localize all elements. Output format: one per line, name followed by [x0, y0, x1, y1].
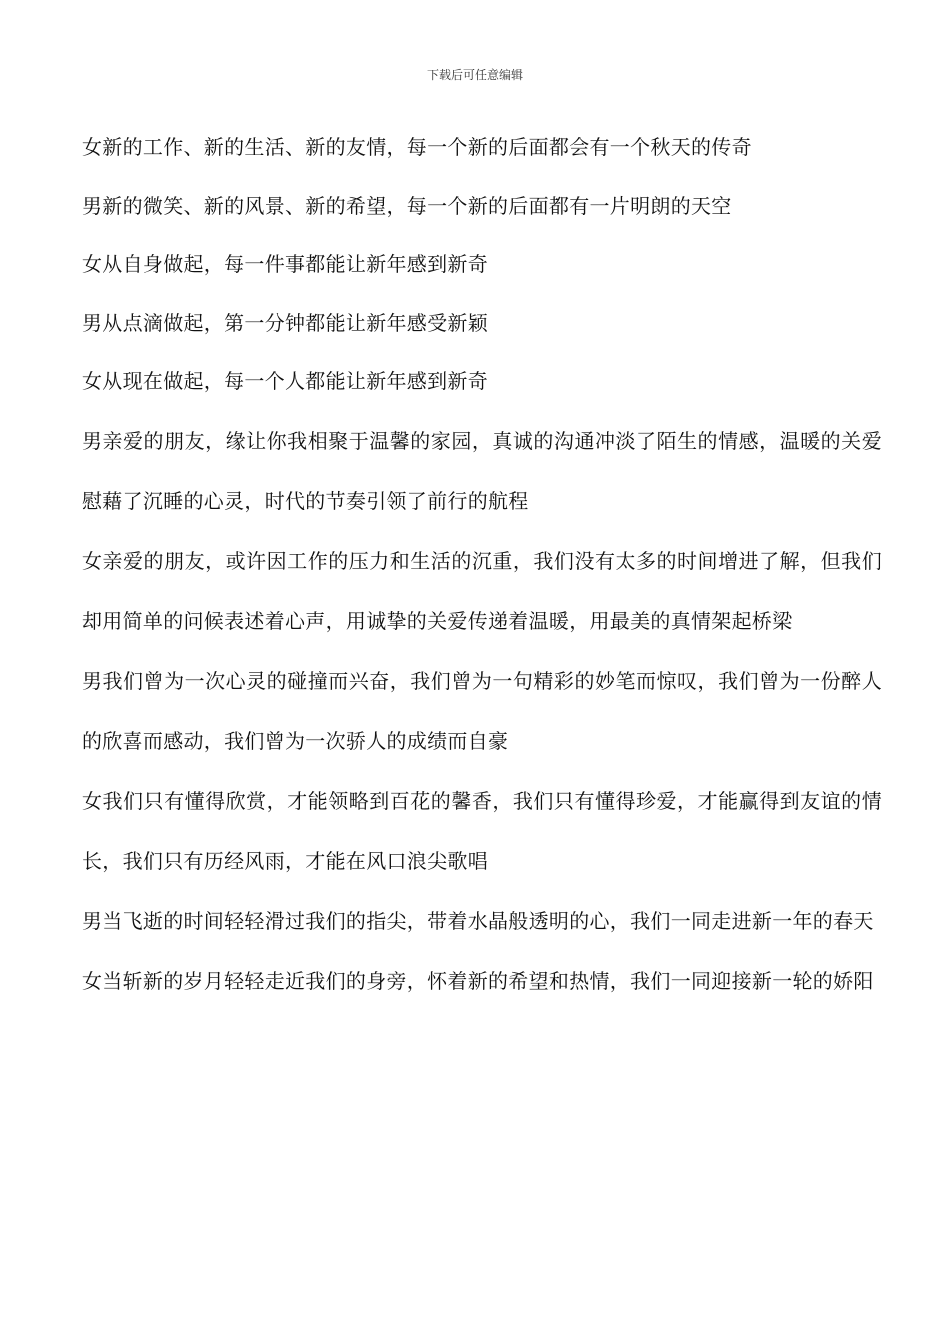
paragraph: 女从自身做起，每一件事都能让新年感到新奇	[82, 252, 488, 276]
paragraph: 女当斩新的岁月轻轻走近我们的身旁，怀着新的希望和热情，我们一同迎接新一轮的娇阳	[82, 968, 874, 993]
paragraph: 男当飞逝的时间轻轻滑过我们的指尖，带着水晶般透明的心，我们一同走进新一年的春天	[82, 908, 874, 933]
paragraph: 男新的微笑、新的风景、新的希望，每一个新的后面都有一片明朗的天空	[82, 193, 732, 218]
document-body	[82, 118, 882, 1011]
paragraph: 女从现在做起，每一个人都能让新年感到新奇	[82, 369, 488, 393]
paragraph: 女我们只有懂得欣赏，才能领略到百花的馨香，我们只有懂得珍爱，才能赢得到友谊的情长，我们只有历经风雨，才能在风口浪尖歌唱	[82, 788, 882, 873]
paragraph: 女亲爱的朋友，或许因工作的压力和生活的沉重，我们没有太多的时间增进了解，但我们却用简单的问候表述着心声，用诚挚的关爱传递着温暖，用最美的真情架起桥梁	[82, 548, 882, 633]
paragraph: 女新的工作、新的生活、新的友情，每一个新的后面都会有一个秋天的传奇	[82, 135, 752, 159]
paragraph: 男从点滴做起，第一分钟都能让新年感受新颖	[82, 310, 488, 335]
paragraph: 男亲爱的朋友，缘让你我相聚于温馨的家园，真诚的沟通冲淡了陌生的情感，温暖的关爱慰藉了沉睡的心灵，时代的节奏引领了前行的航程	[82, 428, 882, 513]
header-note: 下载后可任意编辑	[426, 68, 523, 82]
paragraph: 男我们曾为一次心灵的碰撞而兴奋，我们曾为一句精彩的妙笔而惊叹，我们曾为一份醉人的欣喜而感动，我们曾为一次骄人的成绩而自豪	[82, 668, 882, 753]
